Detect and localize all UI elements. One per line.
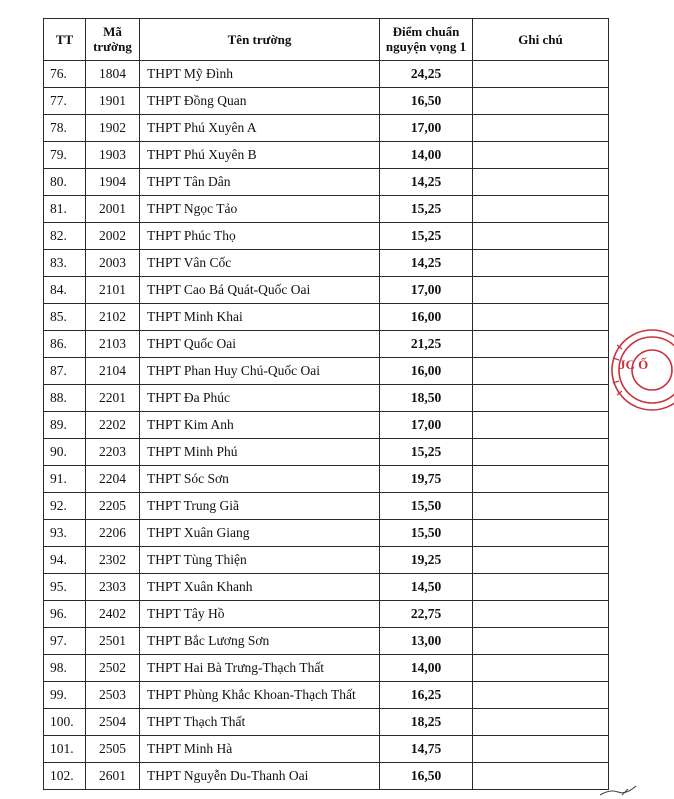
row-ten-truong: THPT Quốc Oai bbox=[140, 331, 380, 358]
header-diem-chuan bbox=[380, 19, 473, 61]
row-ten-truong: THPT Đa Phúc bbox=[140, 385, 380, 412]
row-tt: 90. bbox=[44, 439, 86, 466]
row-ghi-chu bbox=[473, 385, 609, 412]
row-tt: 100. bbox=[44, 709, 86, 736]
row-ten-truong: THPT Minh Phú bbox=[140, 439, 380, 466]
row-diem-chuan: 16,00 bbox=[380, 304, 473, 331]
table-row bbox=[44, 439, 609, 466]
table-row bbox=[44, 331, 609, 358]
table-row bbox=[44, 61, 609, 88]
row-ma-truong: 1904 bbox=[86, 169, 140, 196]
row-tt: 102. bbox=[44, 763, 86, 790]
row-ghi-chu bbox=[473, 601, 609, 628]
table-row bbox=[44, 385, 609, 412]
row-ma-truong: 1902 bbox=[86, 115, 140, 142]
table-row bbox=[44, 223, 609, 250]
row-ma-truong: 2503 bbox=[86, 682, 140, 709]
row-ten-truong: THPT Đồng Quan bbox=[140, 88, 380, 115]
table-body bbox=[44, 61, 609, 790]
table-row bbox=[44, 358, 609, 385]
row-diem-chuan: 17,00 bbox=[380, 277, 473, 304]
row-diem-chuan: 14,75 bbox=[380, 736, 473, 763]
row-ma-truong: 2203 bbox=[86, 439, 140, 466]
row-ma-truong: 2204 bbox=[86, 466, 140, 493]
row-ghi-chu bbox=[473, 439, 609, 466]
row-ma-truong: 2303 bbox=[86, 574, 140, 601]
row-tt: 101. bbox=[44, 736, 86, 763]
header-tt: TT bbox=[44, 19, 86, 61]
row-diem-chuan: 16,50 bbox=[380, 88, 473, 115]
row-diem-chuan: 17,00 bbox=[380, 115, 473, 142]
table-row bbox=[44, 88, 609, 115]
handwritten-mark-icon bbox=[598, 783, 638, 797]
row-diem-chuan: 19,25 bbox=[380, 547, 473, 574]
row-diem-chuan: 19,75 bbox=[380, 466, 473, 493]
row-diem-chuan: 16,50 bbox=[380, 763, 473, 790]
row-diem-chuan: 22,75 bbox=[380, 601, 473, 628]
row-ghi-chu bbox=[473, 520, 609, 547]
row-ghi-chu bbox=[473, 61, 609, 88]
row-ma-truong: 2501 bbox=[86, 628, 140, 655]
row-ma-truong: 2001 bbox=[86, 196, 140, 223]
row-tt: 89. bbox=[44, 412, 86, 439]
row-ten-truong: THPT Nguyễn Du-Thanh Oai bbox=[140, 763, 380, 790]
row-ghi-chu bbox=[473, 736, 609, 763]
row-ghi-chu bbox=[473, 142, 609, 169]
table-header bbox=[44, 19, 609, 61]
row-ghi-chu bbox=[473, 682, 609, 709]
row-tt: 83. bbox=[44, 250, 86, 277]
row-ten-truong: THPT Xuân Khanh bbox=[140, 574, 380, 601]
table-row bbox=[44, 709, 609, 736]
table-row bbox=[44, 601, 609, 628]
row-tt: 93. bbox=[44, 520, 86, 547]
row-diem-chuan: 15,25 bbox=[380, 196, 473, 223]
row-ghi-chu bbox=[473, 250, 609, 277]
row-ma-truong: 2003 bbox=[86, 250, 140, 277]
row-diem-chuan: 14,00 bbox=[380, 142, 473, 169]
row-ten-truong: THPT Tân Dân bbox=[140, 169, 380, 196]
header-ten-truong: Tên trường bbox=[140, 19, 380, 61]
row-tt: 77. bbox=[44, 88, 86, 115]
row-tt: 80. bbox=[44, 169, 86, 196]
row-ma-truong: 2502 bbox=[86, 655, 140, 682]
row-ghi-chu bbox=[473, 493, 609, 520]
score-table-sheet bbox=[43, 18, 609, 790]
row-tt: 96. bbox=[44, 601, 86, 628]
table-row bbox=[44, 493, 609, 520]
header-diem-line1: Điểm chuẩn bbox=[392, 23, 460, 39]
table-row bbox=[44, 196, 609, 223]
row-ghi-chu bbox=[473, 169, 609, 196]
row-ten-truong: THPT Xuân Giang bbox=[140, 520, 380, 547]
row-ma-truong: 2103 bbox=[86, 331, 140, 358]
table-row bbox=[44, 520, 609, 547]
row-diem-chuan: 13,00 bbox=[380, 628, 473, 655]
row-ten-truong: THPT Trung Giã bbox=[140, 493, 380, 520]
row-ma-truong: 2102 bbox=[86, 304, 140, 331]
table-row bbox=[44, 655, 609, 682]
table-row bbox=[44, 115, 609, 142]
row-diem-chuan: 18,50 bbox=[380, 385, 473, 412]
table-row bbox=[44, 412, 609, 439]
row-tt: 92. bbox=[44, 493, 86, 520]
row-tt: 84. bbox=[44, 277, 86, 304]
row-ten-truong: THPT Phú Xuyên B bbox=[140, 142, 380, 169]
row-ghi-chu bbox=[473, 709, 609, 736]
row-tt: 97. bbox=[44, 628, 86, 655]
table-row bbox=[44, 169, 609, 196]
row-ghi-chu bbox=[473, 655, 609, 682]
row-ghi-chu bbox=[473, 196, 609, 223]
row-tt: 82. bbox=[44, 223, 86, 250]
table-row bbox=[44, 628, 609, 655]
row-ma-truong: 2302 bbox=[86, 547, 140, 574]
row-ghi-chu bbox=[473, 763, 609, 790]
row-ma-truong: 2201 bbox=[86, 385, 140, 412]
row-ma-truong: 2205 bbox=[86, 493, 140, 520]
row-ten-truong: THPT Hai Bà Trưng-Thạch Thất bbox=[140, 655, 380, 682]
row-tt: 86. bbox=[44, 331, 86, 358]
row-tt: 81. bbox=[44, 196, 86, 223]
row-ghi-chu bbox=[473, 331, 609, 358]
row-tt: 85. bbox=[44, 304, 86, 331]
table-row bbox=[44, 277, 609, 304]
row-tt: 91. bbox=[44, 466, 86, 493]
row-ghi-chu bbox=[473, 628, 609, 655]
row-ghi-chu bbox=[473, 88, 609, 115]
row-diem-chuan: 15,25 bbox=[380, 439, 473, 466]
red-seal-stamp-icon bbox=[604, 325, 674, 415]
row-diem-chuan: 16,00 bbox=[380, 358, 473, 385]
row-diem-chuan: 16,25 bbox=[380, 682, 473, 709]
row-ten-truong: THPT Phan Huy Chú-Quốc Oai bbox=[140, 358, 380, 385]
row-ten-truong: THPT Tây Hồ bbox=[140, 601, 380, 628]
row-ma-truong: 2202 bbox=[86, 412, 140, 439]
row-ghi-chu bbox=[473, 547, 609, 574]
row-tt: 76. bbox=[44, 61, 86, 88]
row-ten-truong: THPT Mỹ Đình bbox=[140, 61, 380, 88]
row-ma-truong: 2206 bbox=[86, 520, 140, 547]
row-ten-truong: THPT Tùng Thiện bbox=[140, 547, 380, 574]
row-ma-truong: 2002 bbox=[86, 223, 140, 250]
table-row bbox=[44, 574, 609, 601]
row-ghi-chu bbox=[473, 277, 609, 304]
row-ghi-chu bbox=[473, 412, 609, 439]
row-ten-truong: THPT Phúc Thọ bbox=[140, 223, 380, 250]
row-ma-truong: 2101 bbox=[86, 277, 140, 304]
row-diem-chuan: 15,25 bbox=[380, 223, 473, 250]
row-ghi-chu bbox=[473, 574, 609, 601]
row-ma-truong: 2504 bbox=[86, 709, 140, 736]
row-tt: 88. bbox=[44, 385, 86, 412]
row-tt: 87. bbox=[44, 358, 86, 385]
row-ma-truong: 2601 bbox=[86, 763, 140, 790]
row-ten-truong: THPT Phú Xuyên A bbox=[140, 115, 380, 142]
row-ten-truong: THPT Minh Hà bbox=[140, 736, 380, 763]
row-ghi-chu bbox=[473, 223, 609, 250]
row-diem-chuan: 15,50 bbox=[380, 520, 473, 547]
header-diem-line2: nguyện vọng 1 bbox=[385, 38, 467, 54]
row-ma-truong: 1804 bbox=[86, 61, 140, 88]
row-diem-chuan: 14,25 bbox=[380, 169, 473, 196]
table-row bbox=[44, 250, 609, 277]
row-ten-truong: THPT Kim Anh bbox=[140, 412, 380, 439]
seal-text: JC Ố bbox=[619, 357, 649, 372]
row-tt: 78. bbox=[44, 115, 86, 142]
header-ghi-chu: Ghi chú bbox=[473, 19, 609, 61]
row-ma-truong: 2505 bbox=[86, 736, 140, 763]
row-ten-truong: THPT Sóc Sơn bbox=[140, 466, 380, 493]
row-diem-chuan: 18,25 bbox=[380, 709, 473, 736]
row-ten-truong: THPT Cao Bá Quát-Quốc Oai bbox=[140, 277, 380, 304]
table-row bbox=[44, 736, 609, 763]
row-ghi-chu bbox=[473, 466, 609, 493]
row-ghi-chu bbox=[473, 358, 609, 385]
row-ten-truong: THPT Ngọc Tảo bbox=[140, 196, 380, 223]
table-row bbox=[44, 682, 609, 709]
row-ma-truong: 1903 bbox=[86, 142, 140, 169]
header-ma-line2: trường bbox=[93, 38, 132, 54]
row-tt: 98. bbox=[44, 655, 86, 682]
row-ten-truong: THPT Minh Khai bbox=[140, 304, 380, 331]
row-ghi-chu bbox=[473, 304, 609, 331]
row-diem-chuan: 21,25 bbox=[380, 331, 473, 358]
row-tt: 99. bbox=[44, 682, 86, 709]
row-diem-chuan: 24,25 bbox=[380, 61, 473, 88]
row-diem-chuan: 15,50 bbox=[380, 493, 473, 520]
header-row bbox=[44, 19, 609, 61]
row-tt: 95. bbox=[44, 574, 86, 601]
table-row bbox=[44, 304, 609, 331]
row-diem-chuan: 17,00 bbox=[380, 412, 473, 439]
row-tt: 79. bbox=[44, 142, 86, 169]
header-ma-line1: Mã bbox=[103, 23, 122, 39]
header-ma-truong bbox=[86, 19, 140, 61]
row-tt: 94. bbox=[44, 547, 86, 574]
row-ma-truong: 1901 bbox=[86, 88, 140, 115]
row-diem-chuan: 14,00 bbox=[380, 655, 473, 682]
row-ten-truong: THPT Thạch Thất bbox=[140, 709, 380, 736]
row-ghi-chu bbox=[473, 115, 609, 142]
admission-score-table bbox=[43, 18, 609, 790]
table-row bbox=[44, 763, 609, 790]
row-diem-chuan: 14,50 bbox=[380, 574, 473, 601]
row-ten-truong: THPT Vân Cốc bbox=[140, 250, 380, 277]
row-ma-truong: 2104 bbox=[86, 358, 140, 385]
table-row bbox=[44, 142, 609, 169]
row-diem-chuan: 14,25 bbox=[380, 250, 473, 277]
row-ma-truong: 2402 bbox=[86, 601, 140, 628]
row-ten-truong: THPT Bắc Lương Sơn bbox=[140, 628, 380, 655]
row-ten-truong: THPT Phùng Khắc Khoan-Thạch Thất bbox=[140, 682, 380, 709]
table-row bbox=[44, 547, 609, 574]
table-row bbox=[44, 466, 609, 493]
